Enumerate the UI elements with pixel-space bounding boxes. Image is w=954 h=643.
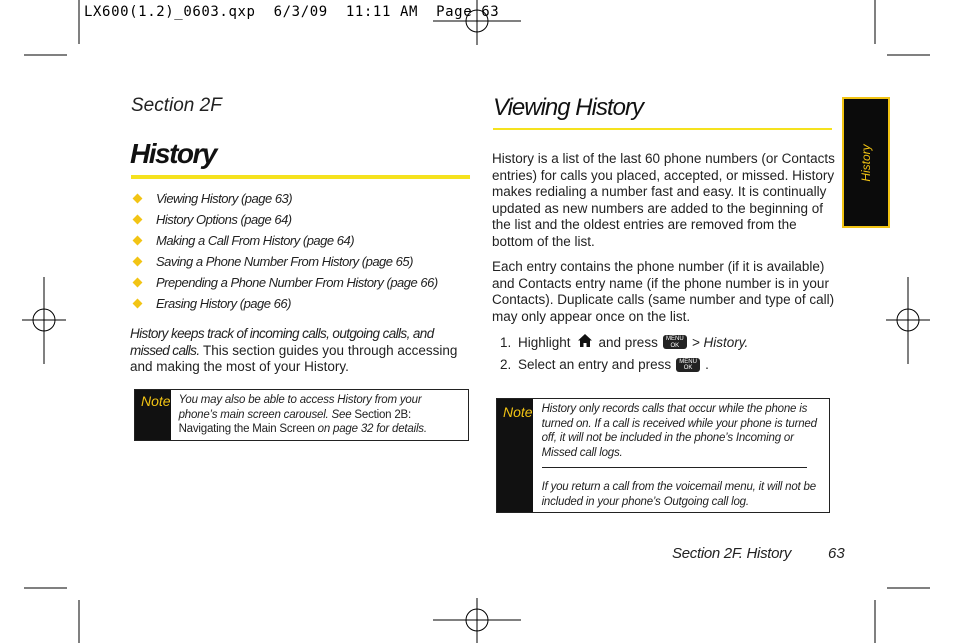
note-text bbox=[171, 390, 468, 440]
intro-rest: This section guides you through accessing and making the most of your History. bbox=[130, 342, 458, 374]
registration-mark-icon bbox=[886, 277, 930, 364]
note-text-a: You may also be able to access History from your phone’s main screen carousel. See bbox=[178, 394, 422, 421]
note-box bbox=[496, 398, 830, 513]
step-number: 1. bbox=[500, 334, 512, 350]
section-heading: Viewing History bbox=[493, 94, 643, 121]
diamond-bullet-icon bbox=[133, 257, 143, 267]
list-item[interactable] bbox=[131, 293, 438, 314]
diamond-bullet-icon bbox=[133, 215, 143, 225]
side-tab[interactable] bbox=[842, 97, 890, 228]
home-icon bbox=[577, 333, 593, 351]
note-label: Note bbox=[497, 399, 533, 512]
list-item[interactable] bbox=[131, 230, 438, 251]
title-rule bbox=[131, 175, 470, 179]
diamond-bullet-icon bbox=[133, 299, 143, 309]
note-divider bbox=[542, 467, 807, 468]
diamond-bullet-icon bbox=[133, 194, 143, 204]
chapter-title: History bbox=[130, 138, 216, 169]
step-text: Select an entry and press bbox=[518, 357, 672, 372]
registration-mark-icon bbox=[433, 598, 521, 643]
note-paragraph: If you return a call from the voicemail menu, it will not be included in your phone’s Outgoing call log. bbox=[541, 481, 816, 508]
body-paragraph: Each entry contains the phone number (if it is available) and Contacts entry name (if the phone number is in your Contacts). Duplicate calls (same number and type of call) may only appear once on the list. bbox=[492, 259, 835, 324]
list-item-label: Erasing History (page 66) bbox=[156, 296, 291, 311]
intro-paragraph bbox=[130, 326, 470, 376]
step-number: 2. bbox=[500, 357, 512, 372]
body-paragraph: History is a list of the last 60 phone numbers (or Contacts entries) for calls you placed, accepted, or missed. History makes redialing a number fast and easy. It is continually updated as new numbers are added to the beginning of the list and the oldest entries are removed from the bottom of the list. bbox=[492, 151, 835, 249]
diamond-bullet-icon bbox=[133, 236, 143, 246]
step-item bbox=[500, 333, 748, 351]
step-text: > History. bbox=[691, 334, 749, 350]
footer-section: Section 2F. History bbox=[672, 545, 792, 562]
menu-ok-key-icon: MENU OK bbox=[663, 335, 687, 349]
note-paragraph: History only records calls that occur while the phone is turned on. If a call is received while your phone is turned off, it will not be included in the phone’s Incoming or Missed call logs. bbox=[541, 403, 817, 459]
note-box bbox=[134, 389, 469, 441]
list-item[interactable] bbox=[131, 188, 438, 209]
note-reference-link[interactable]: Section 2B: Navigating the Main Screen bbox=[178, 408, 412, 435]
list-item-label: Making a Call From History (page 64) bbox=[156, 233, 355, 248]
list-item[interactable] bbox=[131, 251, 438, 272]
list-item-label: Saving a Phone Number From History (page 65) bbox=[156, 254, 413, 269]
step-item bbox=[500, 357, 709, 372]
menu-ok-key-icon: MENU OK bbox=[676, 358, 700, 372]
heading-rule bbox=[493, 128, 832, 130]
diamond-bullet-icon bbox=[133, 278, 143, 288]
page-number: 63 bbox=[828, 545, 845, 562]
list-item[interactable] bbox=[131, 209, 438, 230]
intro-lead: History keeps track of incoming calls, outgoing calls, and missed calls. bbox=[130, 326, 434, 358]
list-item[interactable] bbox=[131, 272, 438, 293]
note-text bbox=[533, 399, 829, 512]
section-contents-list bbox=[131, 188, 438, 314]
note-text-b: on page 32 for details. bbox=[314, 423, 427, 435]
side-tab-label: History bbox=[859, 143, 873, 182]
note-label: Note bbox=[135, 390, 171, 440]
list-item-label: Viewing History (page 63) bbox=[156, 191, 293, 206]
step-text: Highlight bbox=[518, 334, 571, 350]
step-text: and press bbox=[598, 334, 658, 350]
registration-mark-icon bbox=[22, 277, 66, 364]
step-text: . bbox=[705, 357, 709, 372]
registration-mark-icon bbox=[433, 0, 521, 45]
list-item-label: Prepending a Phone Number From History (page 66) bbox=[156, 275, 438, 290]
list-item-label: History Options (page 64) bbox=[156, 212, 292, 227]
section-label: Section 2F bbox=[131, 95, 222, 116]
print-slug: LX600(1.2)_0603.qxp 6/3/09 11:11 AM Page 63 bbox=[84, 4, 500, 20]
